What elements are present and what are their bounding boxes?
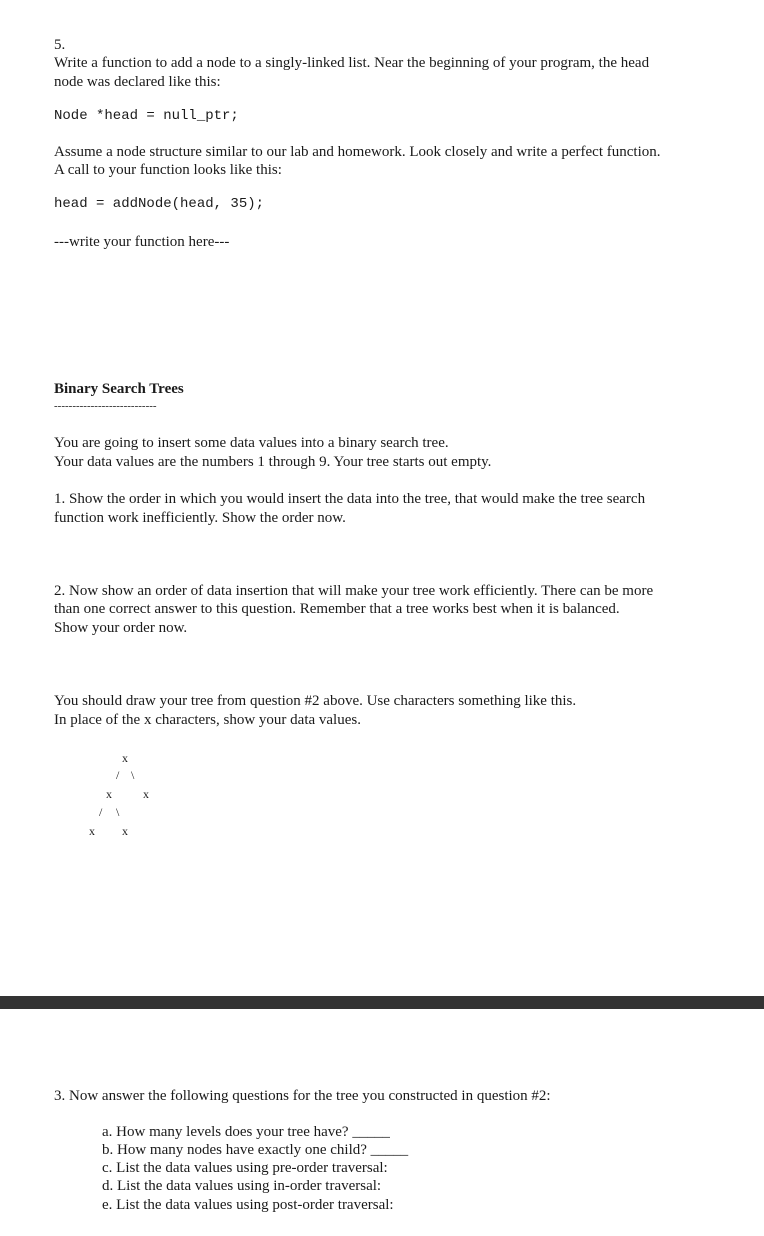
heading-underline: ----------------------------	[54, 400, 157, 412]
tree-branch-left-left: /	[99, 805, 103, 819]
q5-prompt-line2: node was declared like this:	[54, 74, 221, 90]
section-heading: Binary Search Trees	[54, 381, 184, 397]
tree-node-left: x	[106, 787, 112, 801]
draw-instructions-line1: You should draw your tree from question #2 above. Use characters something like this.	[54, 693, 577, 709]
question-1-line1: 1. Show the order in which you would insert the data into the tree, that would make the tree search	[54, 491, 646, 507]
q5-prompt-line1: Write a function to add a node to a singly-linked list. Near the beginning of your program, the head	[54, 55, 650, 71]
tree-node-right: x	[143, 787, 149, 801]
question-1-line2: function work inefficiently. Show the order now.	[54, 510, 346, 526]
answer-placeholder: ---write your function here---	[54, 234, 230, 250]
question-3-item-c: c. List the data values using pre-order traversal:	[102, 1160, 388, 1176]
q5-prompt-line4: A call to your function looks like this:	[54, 162, 282, 178]
tree-node-left-right: x	[122, 824, 128, 838]
question-3-intro: 3. Now answer the following questions for the tree you constructed in question #2:	[54, 1088, 551, 1104]
question-3-item-d: d. List the data values using in-order traversal:	[102, 1178, 382, 1194]
draw-instructions-line2: In place of the x characters, show your data values.	[54, 712, 361, 728]
tree-node-root: x	[122, 751, 128, 765]
bst-intro-line1: You are going to insert some data values into a binary search tree.	[54, 435, 449, 451]
tree-branch-left: /	[116, 768, 120, 782]
question-3-item-e: e. List the data values using post-order traversal:	[102, 1197, 394, 1213]
page-divider	[0, 996, 764, 1009]
function-call-code: head = addNode(head, 35);	[54, 196, 265, 212]
head-declaration-code: Node *head = null_ptr;	[54, 108, 239, 124]
question-2-line1: 2. Now show an order of data insertion that will make your tree work efficiently. There can be more	[54, 583, 654, 599]
question-2-line3: Show your order now.	[54, 620, 188, 636]
tree-branch-right: \	[131, 768, 135, 782]
question-2-line2: than one correct answer to this question. Remember that a tree works best when it is balanced.	[54, 601, 620, 617]
bst-intro-line2: Your data values are the numbers 1 through 9. Your tree starts out empty.	[54, 454, 492, 470]
question-3-item-a: a. How many levels does your tree have? _____	[102, 1124, 390, 1140]
tree-node-left-left: x	[89, 824, 95, 838]
question-3-item-b: b. How many nodes have exactly one child? _____	[102, 1142, 409, 1158]
tree-branch-left-right: \	[116, 805, 120, 819]
q5-prompt-line3: Assume a node structure similar to our lab and homework. Look closely and write a perfect function.	[54, 144, 661, 160]
q5-number: 5.	[54, 37, 66, 53]
